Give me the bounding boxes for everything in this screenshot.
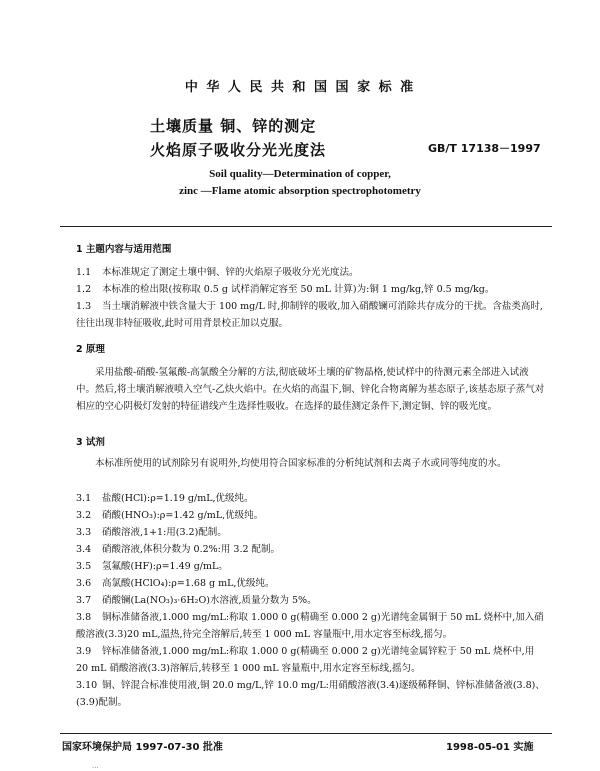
clause-1-3	[76, 298, 546, 332]
clause-3-4	[76, 541, 546, 558]
section-1-heading: 1 主题内容与适用范围	[76, 244, 172, 255]
clause-text: 氢氟酸(HF):ρ=1.49 g/mL。	[102, 561, 228, 572]
approval-date: 国家环境保护局 1997-07-30 批准	[62, 742, 223, 753]
title-en-line1: Soil quality—Determination of copper,	[209, 168, 391, 180]
clause-3-3	[76, 524, 546, 541]
clause-text: 硝酸溶液,1+1:用(3.2)配制。	[102, 527, 227, 538]
clause-number: 3.4	[76, 544, 92, 555]
section-3-heading: 3 试剂	[76, 437, 105, 448]
national-standard-header: 中 华 人 民 共 和 国 国 家 标 准	[184, 80, 416, 95]
implementation-date: 1998-05-01 实施	[446, 742, 534, 753]
clause-number: 3.9	[76, 646, 92, 657]
clause-3-9	[76, 643, 546, 677]
clause-number: 1.2	[76, 284, 92, 295]
clause-text: 硝酸溶液,体积分数为 0.2%:用 3.2 配制。	[102, 544, 281, 555]
section-2-text: 采用盐酸-硝酸-氢氟酸-高氯酸全分解的方法,彻底破坏土壤的矿物晶格,使试样中的待测元素全部进入试液中。然后,将土壤消解液喷入空气-乙炔火焰中。在火焰的高温下,铜、锌化合物离解为基态原子,该基态原子蒸气对相应的空心阴极灯发射的特征谱线产生选择性吸收。在选择的最佳测定条件下,测定铜、锌的吸光度。	[76, 367, 545, 412]
clause-number: 3.3	[76, 527, 92, 538]
clause-text: 锌标准储备液,1.000 mg/mL:称取 1.000 0 g(精确至 0.000 2 g)光谱纯金属锌粒于 50 mL 烧杯中,用 20 mL 硝酸溶液(3.3)溶解后,转移至 1 000 mL 容量瓶中,用水定容至标线,摇匀。	[76, 646, 535, 674]
clause-text: 铜、锌混合标准使用液,铜 20.0 mg/L,锌 10.0 mg/L:用硝酸溶液(3.4)逐级稀释铜、锌标准储备液(3.8)、(3.9)配制。	[76, 680, 545, 708]
clause-text: 硝酸(HNO₃):ρ=1.42 g/mL,优级纯。	[102, 510, 264, 521]
clause-number: 3.7	[76, 595, 92, 606]
clause-1-2	[76, 281, 546, 298]
scan-speck: ...	[92, 762, 99, 770]
footer-rule	[60, 733, 552, 734]
clause-number: 3.2	[76, 510, 92, 521]
clause-3-2	[76, 507, 546, 524]
clause-number: 3.10	[76, 680, 98, 691]
clause-3-1	[76, 490, 546, 507]
clause-text: 本标准的检出限(按称取 0.5 g 试样消解定容至 50 mL 计算)为:铜 1 mg/kg,锌 0.5 mg/kg。	[102, 284, 495, 295]
clause-number: 1.1	[76, 267, 92, 278]
standard-number: GB/T 17138－1997	[428, 142, 541, 155]
clause-3-5	[76, 558, 546, 575]
clause-text: 本标准规定了测定土壤中铜、锌的火焰原子吸收分光光度法。	[102, 267, 359, 278]
title-cn-line1: 土壤质量 铜、锌的测定	[150, 117, 317, 135]
clause-3-8	[76, 609, 546, 643]
header-rule	[60, 226, 552, 227]
clause-number: 3.1	[76, 493, 92, 504]
clause-3-10	[76, 677, 546, 711]
clause-number: 3.8	[76, 612, 92, 623]
clause-number: 3.6	[76, 578, 92, 589]
clause-text: 当土壤消解液中铁含量大于 100 mg/L 时,抑制锌的吸收,加入硝酸镧可消除共存成分的干扰。含盐类高时,往往出现非特征吸收,此时可用背景校正加以克服。	[76, 301, 543, 329]
clause-text: 铜标准储备液,1.000 mg/mL:称取 1.000 0 g(精确至 0.000 2 g)光谱纯金属铜于 50 mL 烧杯中,加入硝酸溶液(3.3)20 mL,温热,待完全溶解后,转至 1 000 mL 容量瓶中,用水定容至标线,摇匀。	[76, 612, 544, 640]
clause-text: 高氯酸(HClO₄):ρ=1.68 g mL,优级纯。	[102, 578, 275, 589]
section-3-intro: 本标准所使用的试剂除另有说明外,均使用符合国家标准的分析纯试剂和去离子水或同等纯度的水。	[95, 458, 507, 469]
title-cn-line2: 火焰原子吸收分光光度法	[150, 141, 327, 159]
title-en-line2: zinc —Flame atomic absorption spectrophotometry	[179, 185, 421, 197]
section-2-heading: 2 原理	[76, 344, 105, 355]
clause-number: 3.5	[76, 561, 92, 572]
clause-3-7	[76, 592, 546, 609]
clause-number: 1.3	[76, 301, 92, 312]
clause-text: 硝酸镧(La(NO₃)₃·6H₂O)水溶液,质量分数为 5%。	[102, 595, 317, 606]
clause-1-1	[76, 264, 546, 281]
clause-text: 盐酸(HCl):ρ=1.19 g/mL,优级纯。	[102, 493, 254, 504]
clause-3-6	[76, 575, 546, 592]
